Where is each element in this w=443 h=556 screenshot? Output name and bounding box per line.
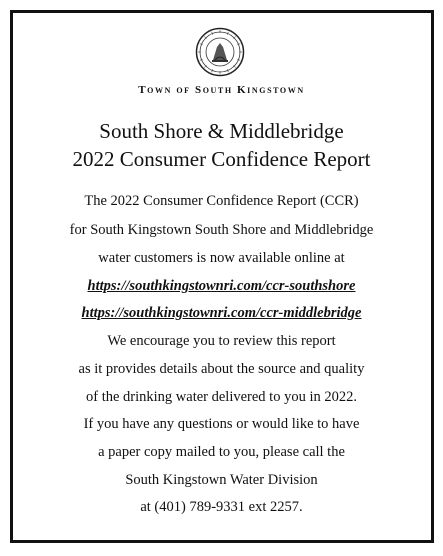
link-ccr-middlebridge[interactable]: https://southkingstownri.com/ccr-middlebridge <box>81 305 362 321</box>
body-text-line-5: as it provides details about the source and quality <box>78 361 365 377</box>
body-text-line-4: We encourage you to review this report <box>107 333 336 349</box>
body-text-line-3: water customers is now available online at <box>98 250 345 266</box>
town-seal-icon <box>195 27 245 77</box>
body-text-line-9: South Kingstown Water Division <box>125 472 318 488</box>
body-text-line-10: at (401) 789-9331 ext 2257. <box>140 499 303 515</box>
town-label: Town of South Kingstown <box>138 84 305 96</box>
body-text-line-7: If you have any questions or would like to have <box>83 416 360 432</box>
body-text-line-1: The 2022 Consumer Confidence Report (CCR) <box>84 193 359 209</box>
report-title-line-2: 2022 Consumer Confidence Report <box>72 147 371 171</box>
link-ccr-southshore[interactable]: https://southkingstownri.com/ccr-southshore <box>87 278 356 294</box>
body-text-line-2: for South Kingstown South Shore and Middlebridge <box>69 222 374 238</box>
body-text-line-6: of the drinking water delivered to you in 2022. <box>85 389 357 405</box>
report-title-line-1: South Shore & Middlebridge <box>99 119 344 143</box>
body-text-line-8: a paper copy mailed to you, please call the <box>98 444 345 460</box>
